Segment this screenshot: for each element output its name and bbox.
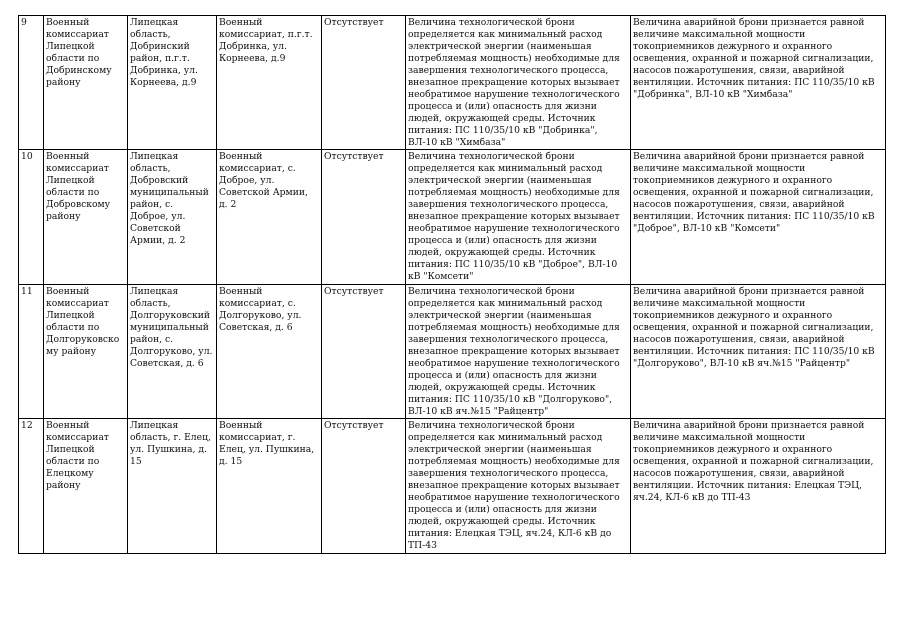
organization-cell: Военный комиссариат Липецкой области по Долгоруковскому району [44,284,128,418]
table-row [19,150,886,284]
address-cell: Липецкая область, Добровский муниципальный район, с. Доброе, ул. Советской Армии, д. 2 [128,150,217,284]
organization-cell: Военный комиссариат Липецкой области по Добринскому району [44,16,128,150]
location-cell: Военный комиссариат, п.г.т. Добринка, ул. Корнеева, д.9 [217,16,322,150]
emergency-reserve-cell: Величина аварийной брони признается равной величине максимальной мощности токоприемников дежурного и охранного освещения, охранной и пожарной сигнализации, насосов пожаротушения, связи, аварийной вентиляции. Источник питания: ПС 110/35/10 кВ "Доброе", ВЛ-10 кВ "Комсети" [631,150,886,284]
status-cell: Отсутствует [322,284,406,418]
technological-reserve-cell: Величина технологической брони определяется как минимальный расход электрической энергии (наименьшая потребляемая мощность) необходимые для завершения технологического процесса, внезапное прекращение которых вызывает необратимое нарушение технологического процесса и (или) опасность для жизни людей, окружающей среды. Источник питания: ПС 110/35/10 кВ "Добринка", ВЛ-10 кВ "Химбаза" [406,16,631,150]
technological-reserve-cell: Величина технологической брони определяется как минимальный расход электрической энергии (наименьшая потребляемая мощность) необходимые для завершения технологического процесса, внезапное прекращение которых вызывает необратимое нарушение технологического процесса и (или) опасность для жизни людей, окружающей среды. Источник питания: ПС 110/35/10 кВ "Долгоруково", ВЛ-10 кВ яч.№15 "Райцентр" [406,284,631,418]
table-row [19,16,886,150]
reservation-table [18,15,886,554]
table-body [19,16,886,554]
emergency-reserve-cell: Величина аварийной брони признается равной величине максимальной мощности токоприемников дежурного и охранного освещения, охранной и пожарной сигнализации, насосов пожаротушения, связи, аварийной вентиляции. Источник питания: ПС 110/35/10 кВ "Долгоруково", ВЛ-10 кВ яч.№15 "Райцентр" [631,284,886,418]
location-cell: Военный комиссариат, г. Елец, ул. Пушкина, д. 15 [217,419,322,553]
location-cell: Военный комиссариат, с. Долгоруково, ул. Советская, д. 6 [217,284,322,418]
status-cell: Отсутствует [322,419,406,553]
organization-cell: Военный комиссариат Липецкой области по Елецкому району [44,419,128,553]
technological-reserve-cell: Величина технологической брони определяется как минимальный расход электрической энергии (наименьшая потребляемая мощность) необходимые для завершения технологического процесса, внезапное прекращение которых вызывает необратимое нарушение технологического процесса и (или) опасность для жизни людей, окружающей среды. Источник питания: Елецкая ТЭЦ, яч.24, КЛ-6 кВ до ТП-43 [406,419,631,553]
technological-reserve-cell: Величина технологической брони определяется как минимальный расход электрической энергии (наименьшая потребляемая мощность) необходимые для завершения технологического процесса, внезапное прекращение которых вызывает необратимое нарушение технологического процесса и (или) опасность для жизни людей, окружающей среды. Источник питания: ПС 110/35/10 кВ "Доброе", ВЛ-10 кВ "Комсети" [406,150,631,284]
table-row [19,419,886,553]
location-cell: Военный комиссариат, с. Доброе, ул. Советской Армии, д. 2 [217,150,322,284]
address-cell: Липецкая область, г. Елец, ул. Пушкина, д. 15 [128,419,217,553]
row-number-cell: 9 [19,16,44,150]
status-cell: Отсутствует [322,150,406,284]
row-number-cell: 12 [19,419,44,553]
address-cell: Липецкая область, Долгоруковский муниципальный район, с. Долгоруково, ул. Советская, д. 6 [128,284,217,418]
row-number-cell: 10 [19,150,44,284]
table-row [19,284,886,418]
emergency-reserve-cell: Величина аварийной брони признается равной величине максимальной мощности токоприемников дежурного и охранного освещения, охранной и пожарной сигнализации, насосов пожаротушения, связи, аварийной вентиляции. Источник питания: ПС 110/35/10 кВ "Добринка", ВЛ-10 кВ "Химбаза" [631,16,886,150]
row-number-cell: 11 [19,284,44,418]
address-cell: Липецкая область, Добринский район, п.г.т. Добринка, ул. Корнеева, д.9 [128,16,217,150]
emergency-reserve-cell: Величина аварийной брони признается равной величине максимальной мощности токоприемников дежурного и охранного освещения, охранной и пожарной сигнализации, насосов пожаротушения, связи, аварийной вентиляции. Источник питания: Елецкая ТЭЦ, яч.24, КЛ-6 кВ до ТП-43 [631,419,886,553]
status-cell: Отсутствует [322,16,406,150]
organization-cell: Военный комиссариат Липецкой области по Добровскому району [44,150,128,284]
